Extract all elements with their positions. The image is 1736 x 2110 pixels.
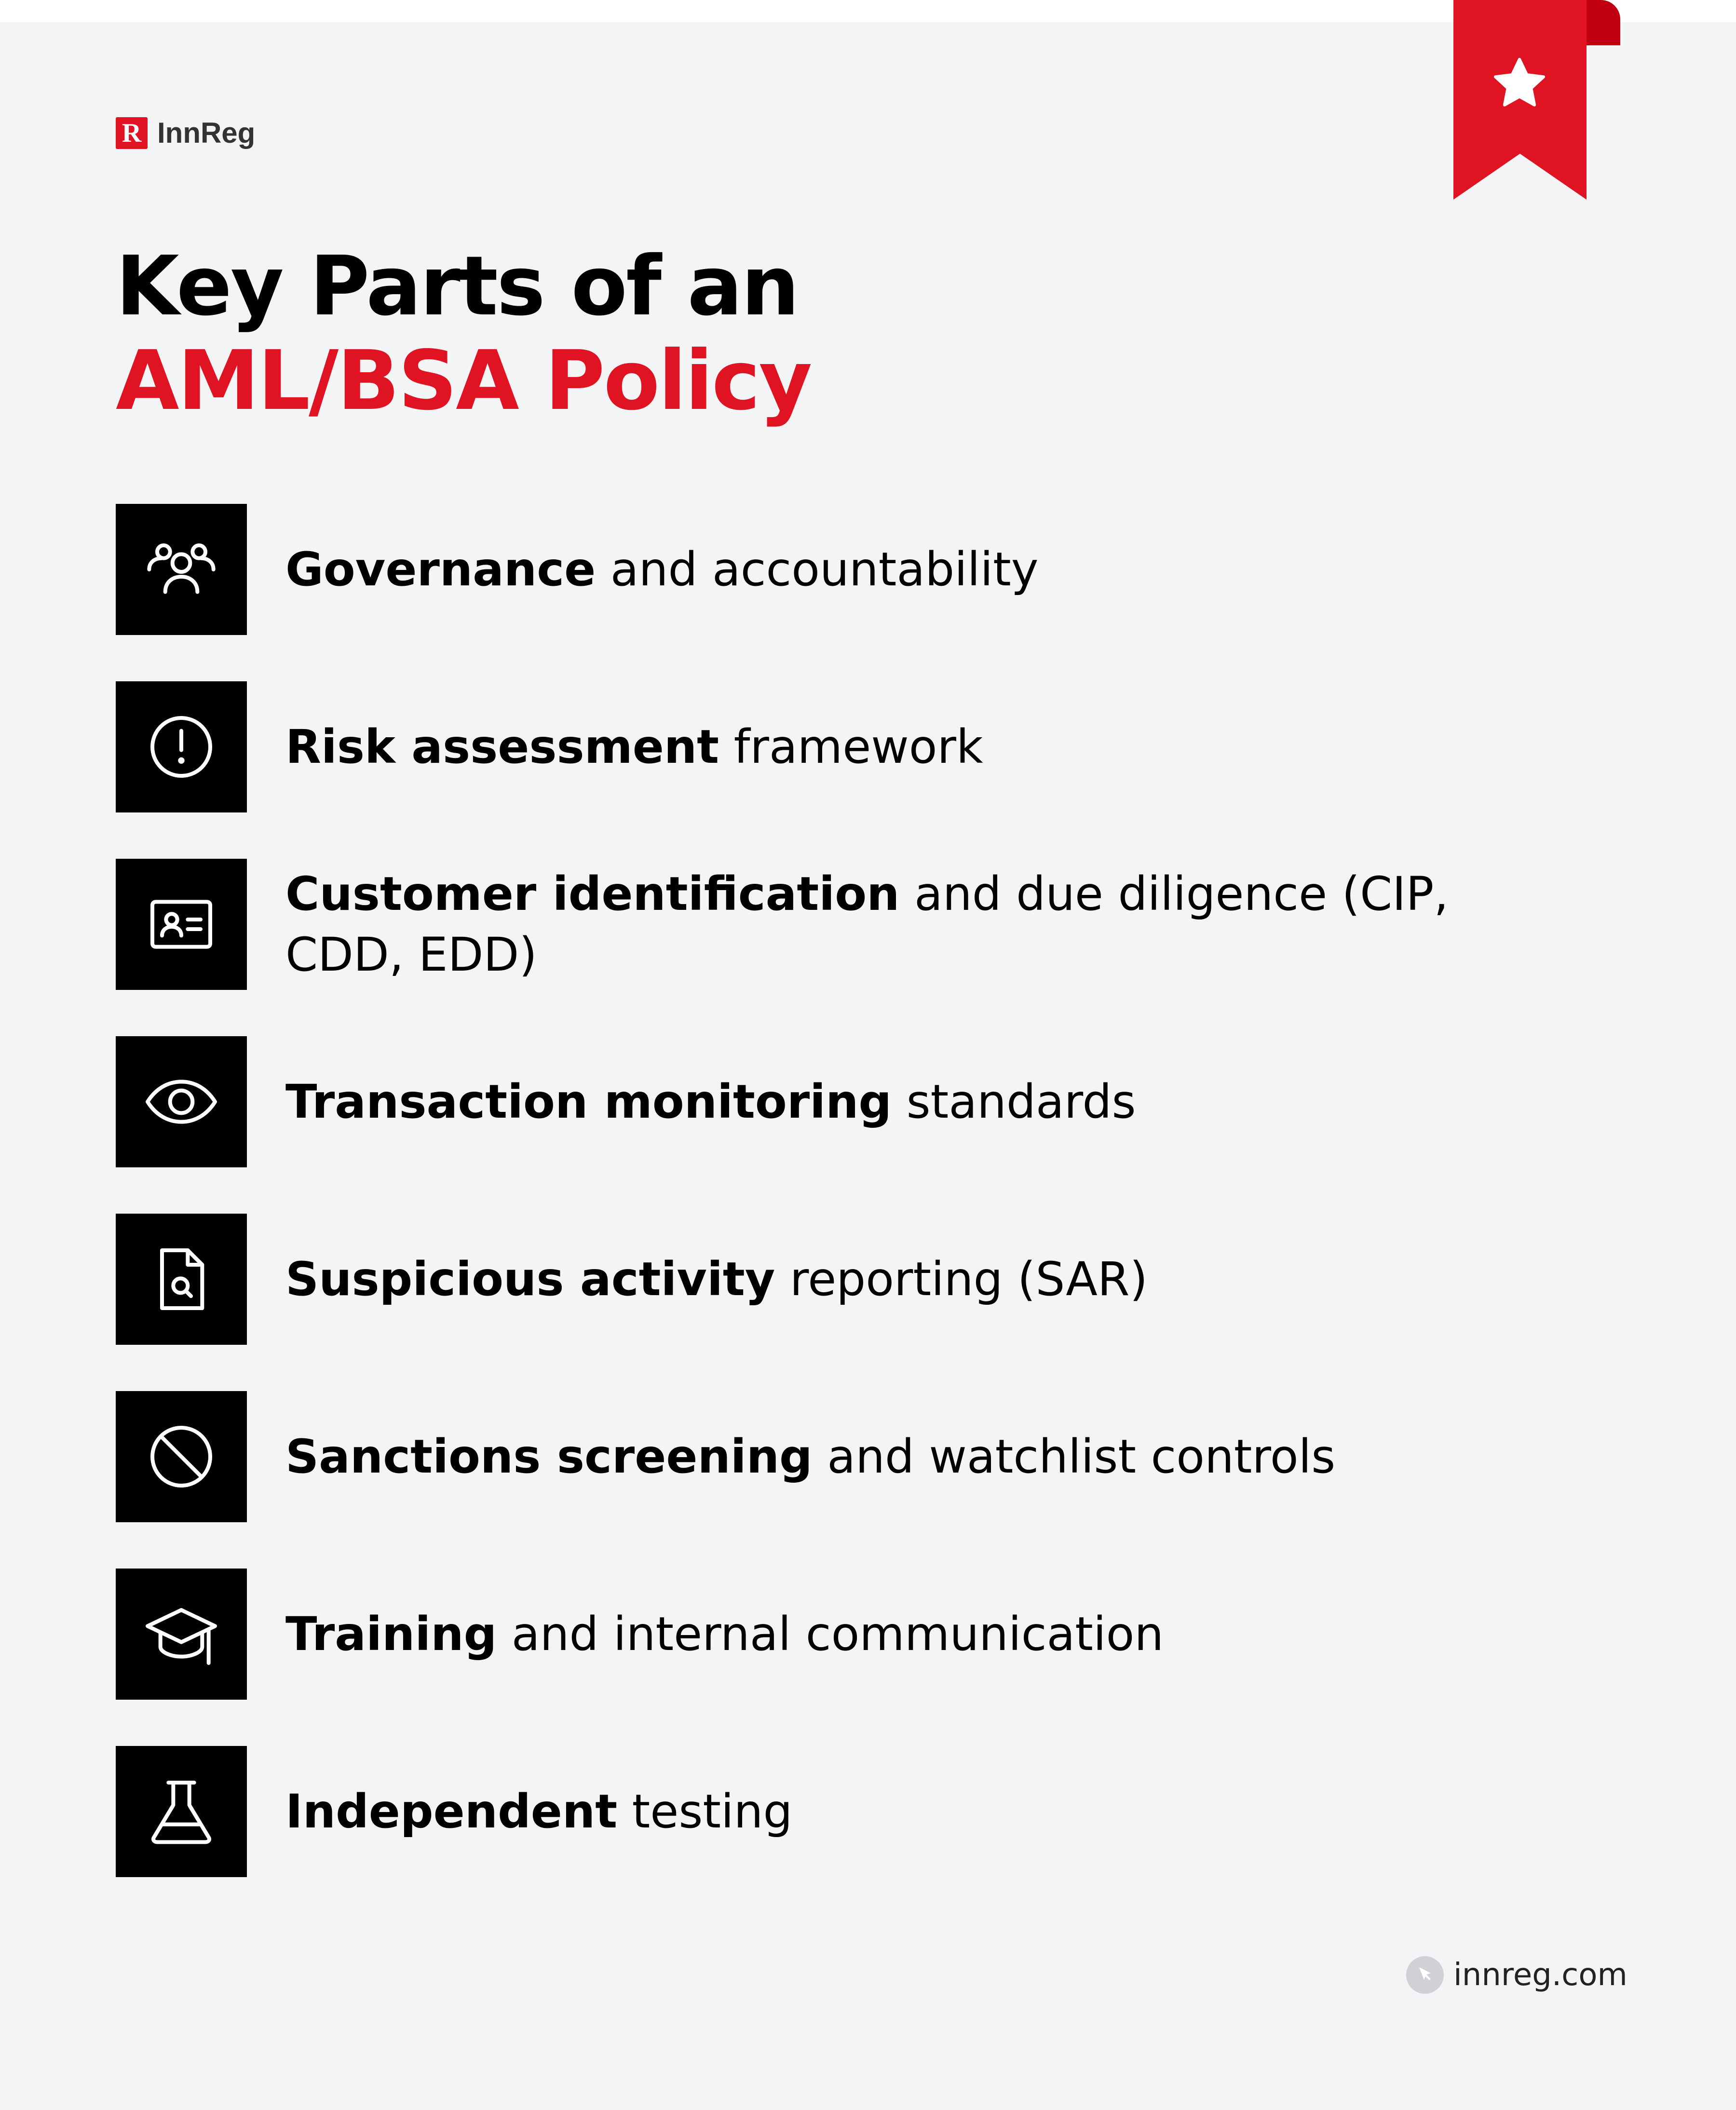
alert-circle-icon (143, 708, 220, 785)
item-bold-label: Risk assessment (285, 720, 719, 774)
item-bold-label: Training (285, 1607, 497, 1661)
item-rest-label: reporting (SAR) (775, 1252, 1148, 1306)
item-bold-label: Transaction monitoring (285, 1075, 892, 1129)
star-icon (1489, 53, 1550, 114)
footer-link[interactable] (1406, 1955, 1628, 1995)
list-item-independent-testing (116, 1746, 1514, 1877)
list-item-risk-assessment (116, 681, 1514, 812)
page-title (116, 239, 811, 428)
icon-box (116, 1569, 247, 1700)
item-rest-label: testing (617, 1785, 793, 1839)
item-bold-label: Suspicious activity (285, 1252, 775, 1306)
item-rest-label: and watchlist controls (812, 1430, 1336, 1484)
logo-mark: R (116, 117, 148, 149)
id-card-icon (143, 886, 220, 963)
title-line-2: AML/BSA Policy (116, 333, 811, 429)
graduation-cap-icon (143, 1596, 220, 1673)
item-rest-label: and internal communication (497, 1607, 1164, 1661)
list-item-transaction-monitoring (116, 1036, 1514, 1167)
item-rest-label: and due diligence (CIP, CDD, EDD) (285, 867, 1449, 982)
footer-url: innreg.com (1453, 1957, 1628, 1993)
item-text (285, 1391, 1510, 1522)
list-item-suspicious-activity (116, 1214, 1514, 1345)
people-group-icon (143, 531, 220, 608)
icon-box (116, 681, 247, 812)
ban-icon (143, 1418, 220, 1495)
item-rest-label: framework (719, 720, 983, 774)
item-text (285, 681, 1510, 812)
item-bold-label: Customer identification (285, 867, 900, 921)
item-text (285, 1214, 1510, 1345)
list-item-governance (116, 504, 1514, 635)
item-text (285, 1746, 1510, 1877)
icon-box (116, 504, 247, 635)
item-bold-label: Governance (285, 542, 596, 596)
list-item-training (116, 1569, 1514, 1700)
item-rest-label: and accountability (596, 542, 1039, 596)
eye-icon (143, 1063, 220, 1140)
icon-box (116, 1391, 247, 1522)
brand-logo[interactable] (116, 117, 255, 149)
icon-box (116, 1214, 247, 1345)
logo-name: InnReg (157, 117, 256, 149)
cursor-icon (1406, 1956, 1444, 1994)
infographic-page (0, 22, 1736, 2110)
item-text (285, 504, 1510, 635)
icon-box (116, 1036, 247, 1167)
icon-box (116, 859, 247, 990)
item-bold-label: Independent (285, 1785, 618, 1839)
document-search-icon (143, 1241, 220, 1318)
list-item-sanctions-screening (116, 1391, 1514, 1522)
item-text (285, 859, 1510, 990)
flask-icon (143, 1773, 220, 1850)
icon-box (116, 1746, 247, 1877)
list-item-customer-identification (116, 859, 1514, 990)
item-text (285, 1036, 1510, 1167)
title-line-1: Key Parts of an (116, 239, 798, 334)
item-rest-label: standards (892, 1075, 1136, 1129)
item-bold-label: Sanctions screening (285, 1430, 813, 1484)
item-text (285, 1569, 1510, 1700)
